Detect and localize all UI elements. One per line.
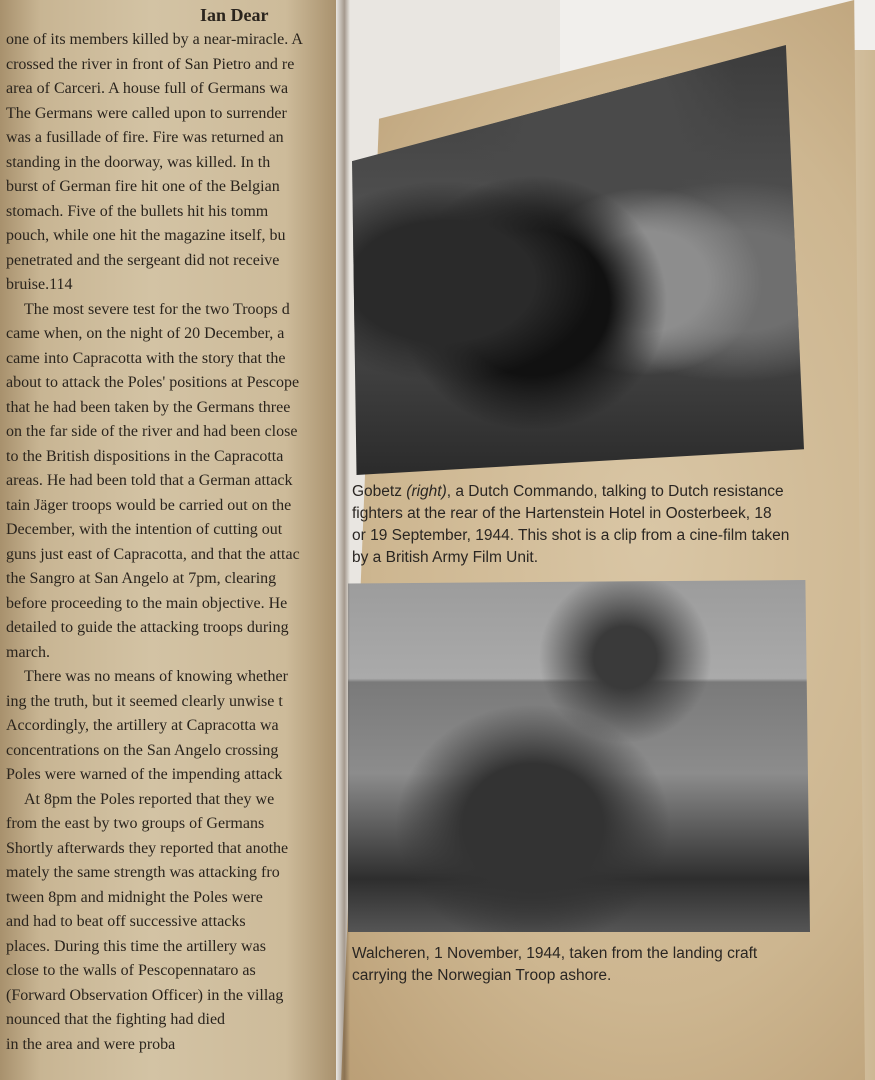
text-line: Poles were warned of the impending attack [6,766,283,783]
text-line: guns just east of Capracotta, and that the attac [6,545,300,563]
text-line: penetrated and the sergeant did not receive [6,251,280,269]
text-line: burst of German fire hit one of the Belgian [6,178,280,195]
text-line: bruise.114 [6,276,73,293]
text-line: Accordingly, the artillery at Capracotta wa [6,717,279,734]
text-line: on the far side of the river and had been close [6,423,298,440]
left-page [0,0,336,1080]
gutter-shadow [336,0,350,1080]
text-line: detailed to guide the attacking troops during [6,619,289,636]
text-line: the Sangro at San Angelo at 7pm, clearing [6,570,277,587]
photo1-caption-line: fighters at the rear of the Hartenstein Hotel in Oosterbeek, 18 [352,505,772,522]
photo1-caption-line: by a British Army Film Unit. [352,549,539,566]
text-line: came into Capracotta with the story that the [6,349,286,367]
text-line: concentrations on the San Angelo crossing [6,741,279,759]
running-head: Ian Dear [200,5,269,25]
text-line: mately the same strength was attacking fro [6,864,280,881]
text-line: December, with the intention of cutting out [6,521,283,538]
text-line: and had to beat off successive attacks [6,913,246,930]
text-line: march. [6,643,50,661]
text-line: places. During this time the artillery was [6,937,266,955]
text-line: close to the walls of Pescopennataro as [6,962,256,979]
photo1-caption-line: Gobetz (right), a Dutch Commando, talking to Dutch resistance [352,483,784,500]
text-line: pouch, while one hit the magazine itself, bu [6,227,286,244]
photo-landing-craft [348,580,810,932]
text-line: tain Jäger troops would be carried out on the [6,496,292,514]
photo2-caption-line: Walcheren, 1 November, 1944, taken from the landing craft [352,945,758,962]
text-line: tween 8pm and midnight the Poles were [6,888,263,906]
text-line: The Germans were called upon to surrender [6,104,287,122]
text-line: (Forward Observation Officer) in the villag [6,986,284,1004]
text-line: in the area and were proba [6,1035,176,1053]
photo2-caption-line: carrying the Norwegian Troop ashore. [352,967,612,984]
text-line: ing the truth, but it seemed clearly unwise t [6,692,283,710]
text-line: areas. He had been told that a German attack [6,472,293,489]
text-line: standing in the doorway, was killed. In th [6,153,271,171]
text-line: crossed the river in front of San Pietro and re [6,55,295,73]
photo1-caption-line: or 19 September, 1944. This shot is a clip from a cine-film taken [352,527,790,544]
text-line: There was no means of knowing whether [24,668,288,685]
text-line: stomach. Five of the bullets hit his tomm [6,202,269,220]
text-line: about to attack the Poles' positions at Pescope [6,374,300,391]
text-line: to the British dispositions in the Capracotta [6,447,284,465]
text-line: At 8pm the Poles reported that they we [24,790,275,808]
text-line: one of its members killed by a near-miracle. A [6,31,303,48]
text-line: from the east by two groups of Germans [6,815,265,832]
text-line: Shortly afterwards they reported that anothe [6,839,289,857]
text-line: nounced that the fighting had died [6,1011,226,1028]
text-line: before proceeding to the main objective. He [6,594,288,612]
text-line: came when, on the night of 20 December, a [6,325,285,342]
text-line: The most severe test for the two Troops d [24,300,290,318]
text-line: area of Carceri. A house full of Germans wa [6,80,289,97]
text-line: that he had been taken by the Germans three [6,398,291,416]
text-line: was a fusillade of fire. Fire was returned an [6,129,284,146]
